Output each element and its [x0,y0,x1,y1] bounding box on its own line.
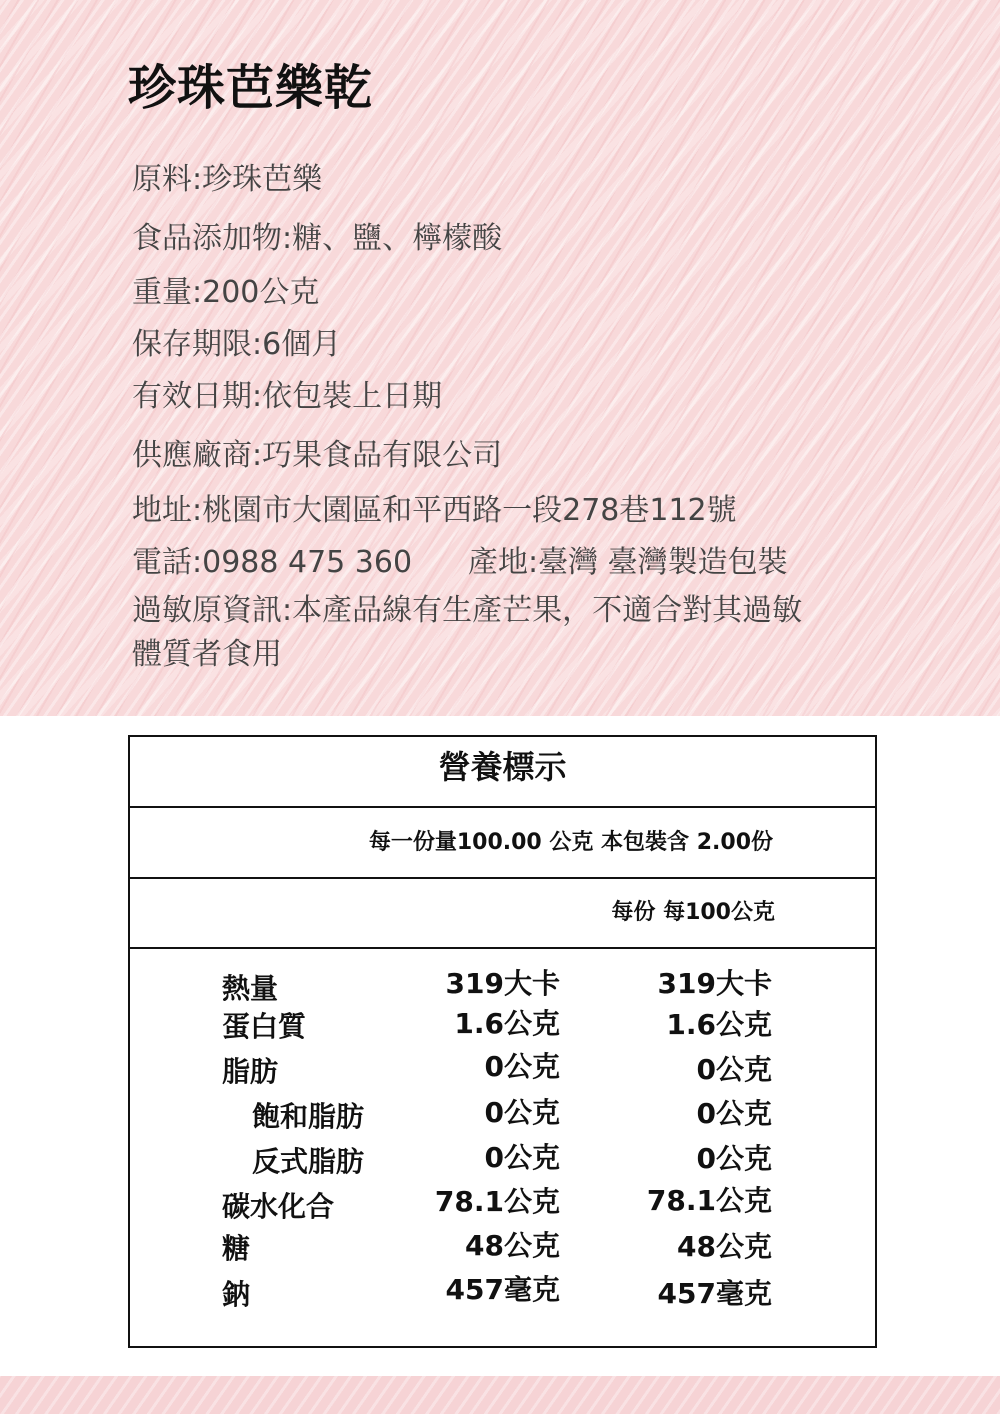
nutrient-label-sodium: 鈉 [222,1278,251,1311]
expiry-text: 有效日期:依包裝上日期 [132,379,443,414]
calories-per-100g: 319大卡 [657,967,772,1000]
allergen-text-line1: 過敏原資訊:本產品線有生產芒果，不適合對其過敏 [132,593,803,628]
supplier-text: 供應廠商:巧果食品有限公司 [132,438,503,473]
trans-fat-per-100g: 0公克 [696,1142,772,1175]
serving-info: 每一份量100.00 公克 本包裝含 2.00份 [368,830,773,855]
shelf-life-text: 保存期限:6個月 [132,327,342,362]
nutrient-label-saturated-fat: 飽和脂肪 [252,1100,365,1133]
nutrient-label-calories: 熱量 [222,972,279,1005]
fat-per-serving: 0公克 [484,1050,560,1083]
weight-text: 重量:200公克 [132,275,320,310]
serving-info-row [130,808,875,879]
nutrient-label-sugar: 糖 [222,1232,251,1265]
allergen-text-line2: 體質者食用 [132,637,282,672]
sugar-per-serving: 48公克 [465,1229,560,1262]
product-title: 珍珠芭樂乾 [128,60,374,116]
sodium-per-serving: 457毫克 [445,1273,560,1306]
saturated-fat-per-100g: 0公克 [696,1097,772,1130]
fat-per-100g: 0公克 [696,1053,772,1086]
trans-fat-per-serving: 0公克 [484,1141,560,1174]
column-header: 每份 每100公克 [611,900,775,925]
nutrient-label-carbohydrate: 碳水化合 [222,1190,335,1223]
address-text: 地址:桃園市大園區和平西路一段278巷112號 [132,493,737,528]
nutrient-label-trans-fat: 反式脂肪 [252,1145,365,1178]
protein-per-serving: 1.6公克 [454,1007,560,1040]
calories-per-serving: 319大卡 [445,967,560,1000]
nutrition-facts-table [128,735,877,1348]
carbohydrate-per-100g: 78.1公克 [646,1184,772,1217]
column-header-row [130,879,875,949]
pink-bottom-strip [0,1376,1000,1414]
nutrition-title: 營養標示 [438,748,567,786]
saturated-fat-per-serving: 0公克 [484,1096,560,1129]
origin-text: 產地:臺灣 臺灣製造包裝 [468,545,788,580]
additives-text: 食品添加物:糖、鹽、檸檬酸 [132,221,503,256]
protein-per-100g: 1.6公克 [666,1008,772,1041]
nutrient-label-protein: 蛋白質 [222,1010,307,1043]
carbohydrate-per-serving: 78.1公克 [434,1185,560,1218]
ingredients-text: 原料:珍珠芭樂 [132,162,323,197]
phone-text: 電話:0988 475 360 [132,545,413,580]
nutrient-label-fat: 脂肪 [222,1055,279,1088]
nutrition-title-row [130,737,875,808]
sugar-per-100g: 48公克 [677,1230,772,1263]
sodium-per-100g: 457毫克 [657,1277,772,1310]
